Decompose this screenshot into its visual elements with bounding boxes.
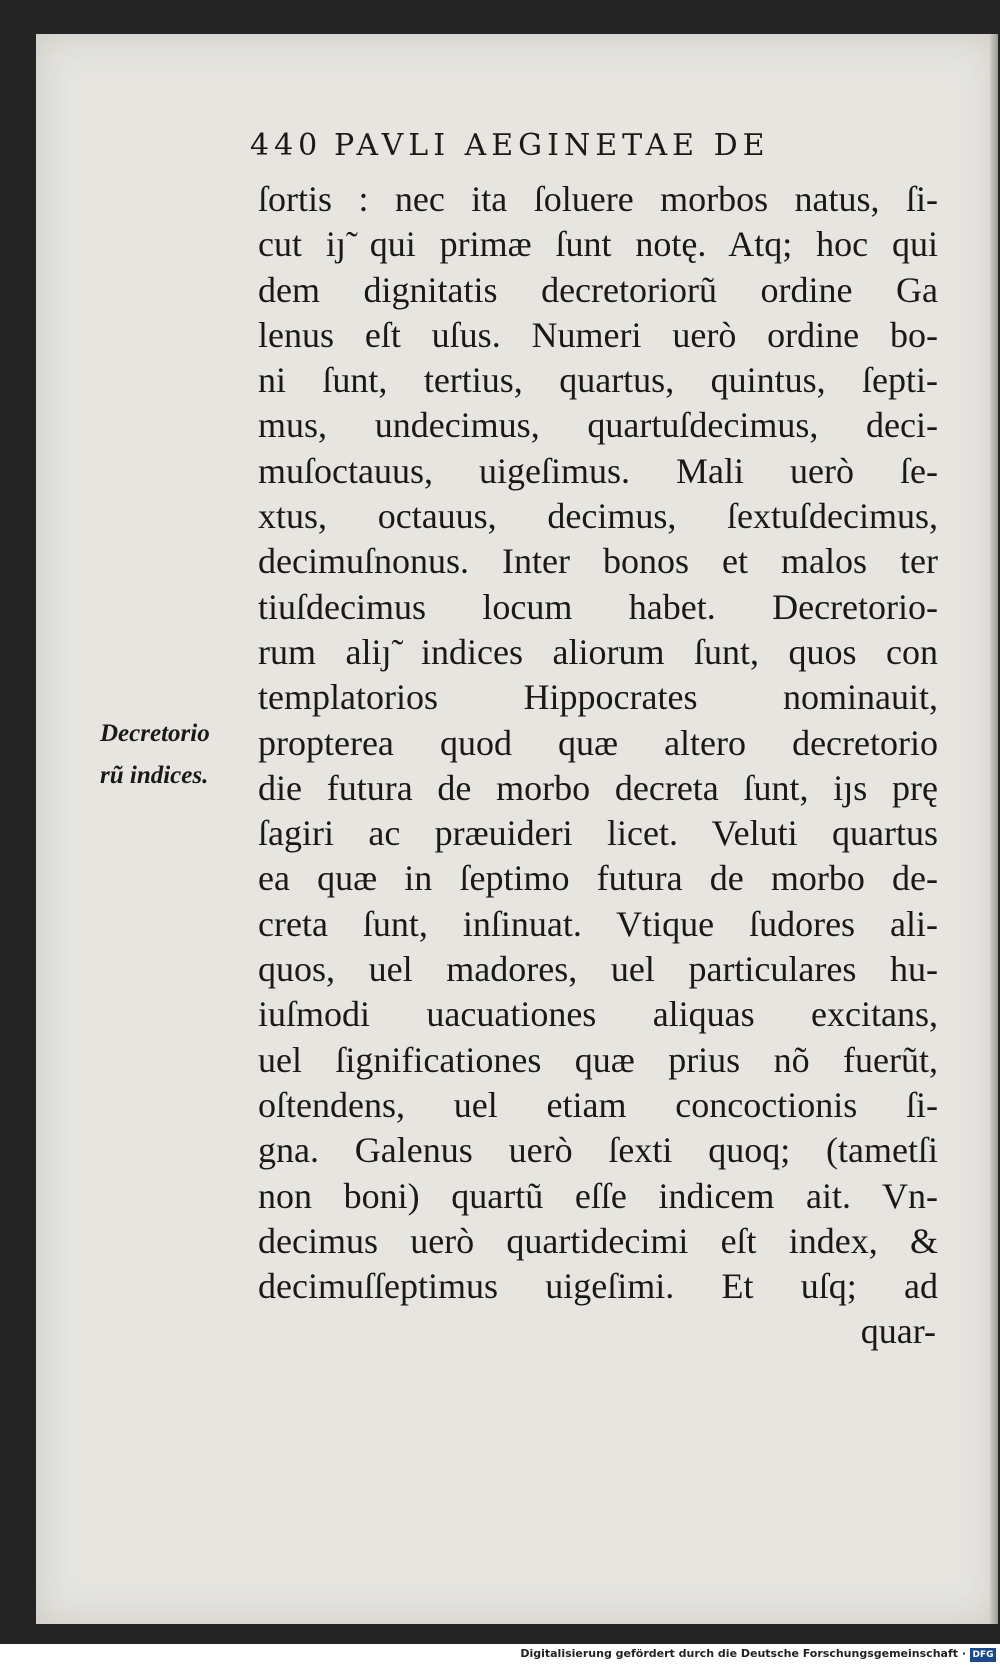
text-line: lenus eſt uſus. Numeri uerò ordine bo-	[258, 314, 938, 355]
text-line: iuſmodi uacuationes aliquas excitans,	[258, 994, 938, 1035]
text-line: cut iȷ̃ qui primæ ſunt notę. Atq; hoc qui	[258, 224, 938, 265]
text-line: ſortis : nec ita ſoluere morbos natus, ſi-	[258, 179, 938, 219]
text-line: decimuſſeptimus uigeſimi. Et uſq; ad	[258, 1266, 938, 1307]
text-line: dem dignitatis decretoriorũ ordine Ga	[258, 269, 938, 310]
text-line: templatorios Hippocrates nominauit,	[258, 677, 938, 718]
text-line: creta ſunt, inſinuat. Vtique ſudores ali-	[258, 903, 938, 944]
text-line: mus, undecimus, quartuſdecimus, deci-	[258, 405, 938, 446]
text-line: decimuſnonus. Inter bonos et malos ter	[258, 541, 938, 582]
marginal-note-line: Decretorio	[100, 720, 210, 747]
text-line: ea quæ in ſeptimo futura de morbo de-	[258, 858, 938, 899]
funding-credit: Digitalisierung gefördert durch die Deutsche Forschungsgemeinschaft ·	[520, 1647, 966, 1660]
marginal-note	[100, 713, 250, 797]
marginal-note-line: rũ indices.	[100, 762, 209, 789]
text-line: uel ſignificationes quæ prius nõ fuerũt,	[258, 1039, 938, 1080]
text-line: die futura de morbo decreta ſunt, iȷs prę	[258, 767, 938, 808]
page-number: 440	[250, 128, 323, 163]
text-line: propterea quod quæ altero decretorio	[258, 722, 938, 763]
running-title: PAVLI AEGINETAE DE	[334, 128, 770, 163]
main-text-block	[258, 177, 938, 1355]
text-line: ni ſunt, tertius, quartus, quintus, ſepti-	[258, 360, 938, 401]
text-line: muſoctauus, uigeſimus. Mali uerò ſe-	[258, 450, 938, 491]
text-line: quos, uel madores, uel particulares hu-	[258, 949, 938, 990]
footer-bar	[0, 1644, 1000, 1666]
text-line: ſagiri ac præuideri licet. Veluti quartus	[258, 813, 938, 854]
text-line: decimus uerò quartidecimi eſt index, &	[258, 1220, 938, 1261]
text-line: gna. Galenus uerò ſexti quoq; (tametſi	[258, 1130, 938, 1171]
text-line: oſtendens, uel etiam concoctionis ſi-	[258, 1084, 938, 1125]
text-line: non boni) quartũ eſſe indicem ait. Vn-	[258, 1175, 938, 1216]
dfg-logo: DFG	[970, 1648, 996, 1662]
running-header	[250, 128, 870, 163]
page-edge	[990, 34, 998, 1624]
text-line: tiuſdecimus locum habet. Decretorio-	[258, 586, 938, 627]
text-line: rum aliȷ̃ indices aliorum ſunt, quos con	[258, 631, 938, 672]
catchword: quar-	[860, 1311, 936, 1352]
text-line: xtus, octauus, decimus, ſextuſdecimus,	[258, 496, 938, 537]
